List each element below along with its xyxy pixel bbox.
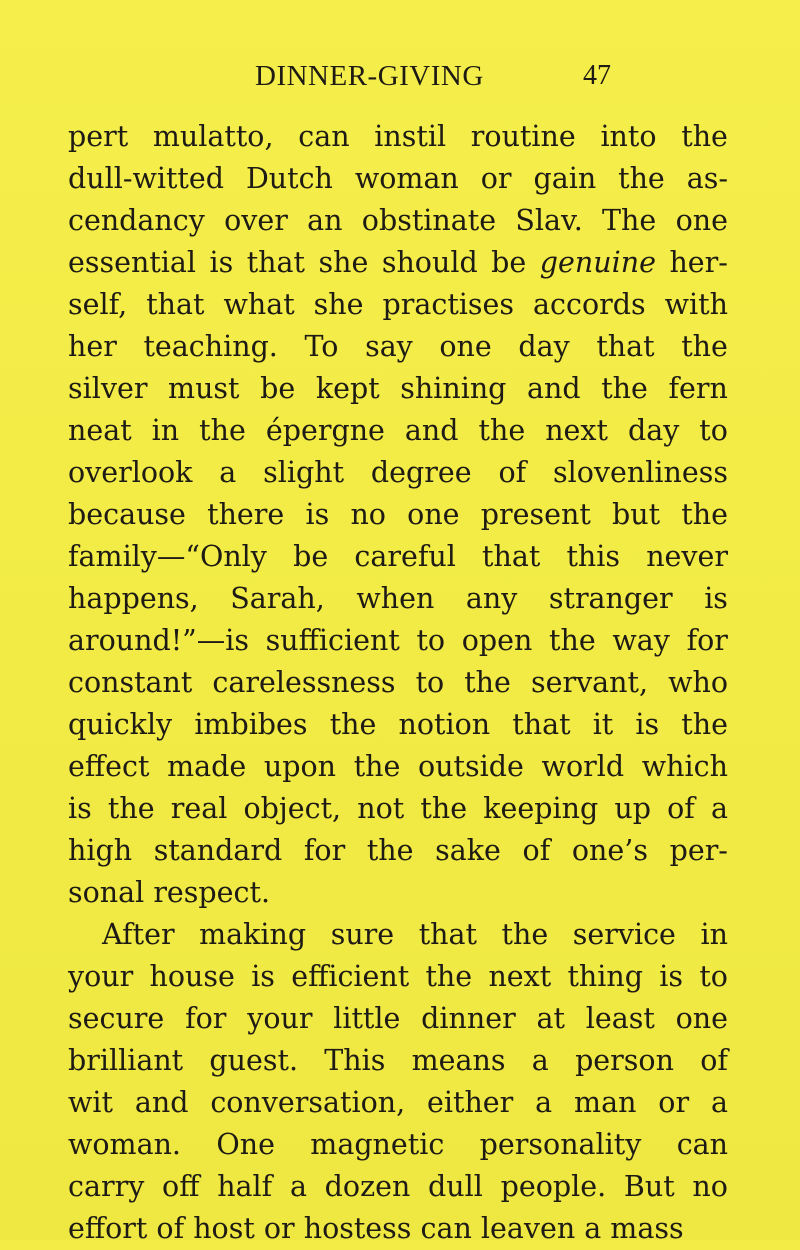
word: quickly — [68, 708, 173, 741]
text-line — [68, 578, 728, 620]
word: To — [304, 330, 339, 363]
word: of — [498, 456, 527, 489]
word: woman. — [68, 1128, 181, 1161]
word: this — [566, 540, 621, 573]
word: one — [439, 330, 492, 363]
word: way — [612, 624, 670, 657]
word: can — [298, 120, 350, 153]
word: making — [199, 918, 307, 951]
word: for — [185, 1002, 227, 1035]
word: of — [700, 1044, 728, 1077]
word: wit — [68, 1086, 113, 1119]
word: can — [420, 1212, 472, 1245]
word: cendancy — [68, 204, 205, 237]
word: leaven — [480, 1212, 576, 1245]
text-line — [68, 746, 728, 788]
word: one — [675, 1002, 728, 1035]
word: or — [480, 162, 512, 195]
word: day — [627, 414, 680, 447]
word: stranger — [548, 582, 673, 615]
word: dull — [428, 1170, 483, 1203]
word: is — [251, 960, 275, 993]
word: is — [635, 708, 660, 741]
word: the — [366, 834, 414, 867]
word: half — [217, 1170, 273, 1203]
word: an — [307, 204, 343, 237]
word: to — [416, 624, 446, 657]
text-line — [68, 494, 728, 536]
word: kept — [315, 372, 380, 405]
word: sufficient — [265, 624, 400, 657]
word: the — [681, 498, 728, 531]
word: carry — [68, 1170, 145, 1203]
word: Dutch — [245, 162, 333, 195]
text-line — [68, 242, 728, 284]
word: essential — [68, 246, 197, 279]
word: object, — [243, 792, 342, 825]
text-line — [68, 788, 728, 830]
word: real — [170, 792, 228, 825]
text-line — [68, 830, 728, 872]
word: one’s — [571, 834, 648, 867]
word: her — [68, 330, 117, 363]
word: imbibes — [194, 708, 308, 741]
word: the — [681, 120, 728, 153]
word: off — [162, 1170, 200, 1203]
word: magnetic — [310, 1128, 445, 1161]
word: or — [658, 1086, 690, 1119]
word: any — [465, 582, 518, 615]
word: what — [223, 288, 295, 321]
word: one — [407, 498, 460, 531]
word: the — [199, 414, 246, 447]
word: and — [527, 372, 581, 405]
word: slight — [263, 456, 345, 489]
word: is — [68, 792, 92, 825]
word: person — [575, 1044, 674, 1077]
body-text — [68, 116, 728, 1245]
text-line — [68, 284, 728, 326]
word: efficient — [291, 960, 410, 993]
word: the — [681, 330, 728, 363]
word: over — [224, 204, 288, 237]
word: the — [420, 792, 468, 825]
word: there — [207, 498, 285, 531]
text-line — [68, 1208, 728, 1250]
word: obstinate — [361, 204, 497, 237]
word: guest. — [209, 1044, 299, 1077]
word: because — [68, 498, 186, 531]
word: means — [411, 1044, 506, 1077]
word: she — [318, 246, 369, 279]
word: say — [365, 330, 413, 363]
word: personality — [479, 1128, 642, 1161]
word: a — [584, 1212, 602, 1245]
word: dinner — [421, 1002, 516, 1035]
word: sake — [435, 834, 501, 867]
word: genuine — [539, 246, 656, 279]
word: is — [305, 498, 330, 531]
word: in — [700, 918, 728, 951]
word: a — [535, 1086, 553, 1119]
word: at — [536, 1002, 565, 1035]
word: keeping — [483, 792, 599, 825]
word: when — [356, 582, 435, 615]
word: fern — [668, 372, 728, 405]
word: family—“Only — [68, 540, 267, 573]
word: One — [216, 1128, 275, 1161]
word: least — [585, 1002, 655, 1035]
word: the — [601, 372, 648, 405]
word: woman — [354, 162, 459, 195]
text-line — [68, 956, 728, 998]
word: should — [381, 246, 478, 279]
word: Slav. — [515, 204, 583, 237]
word: for — [303, 834, 346, 867]
text-line — [68, 662, 728, 704]
word: practises — [382, 288, 515, 321]
word: the — [464, 666, 511, 699]
word: to — [699, 960, 728, 993]
text-line — [68, 872, 728, 914]
word: it — [592, 708, 614, 741]
word: that — [146, 288, 205, 321]
word: around!”—is — [68, 624, 249, 657]
text-line — [68, 326, 728, 368]
word: servant, — [530, 666, 649, 699]
text-line — [68, 704, 728, 746]
word: to — [415, 666, 445, 699]
word: is — [659, 960, 684, 993]
word: But — [623, 1170, 675, 1203]
word: host — [193, 1212, 255, 1245]
word: and — [134, 1086, 189, 1119]
word: degree — [370, 456, 472, 489]
text-line — [68, 368, 728, 410]
word: constant — [68, 666, 193, 699]
word: your — [247, 1002, 313, 1035]
word: mulatto, — [152, 120, 274, 153]
word: that — [418, 918, 477, 951]
word: never — [646, 540, 728, 573]
word: open — [461, 624, 533, 657]
word: either — [427, 1086, 514, 1119]
word: world — [541, 750, 625, 783]
word: neat — [68, 414, 132, 447]
word: the — [353, 750, 401, 783]
text-line — [68, 116, 728, 158]
word: no — [350, 498, 386, 531]
word: be — [293, 540, 329, 573]
word: that — [512, 708, 571, 741]
word: for — [686, 624, 728, 657]
text-line — [68, 410, 728, 452]
word: present — [480, 498, 591, 531]
word: be — [491, 246, 527, 279]
word: a — [219, 456, 237, 489]
word: or — [263, 1212, 295, 1245]
word: that — [482, 540, 541, 573]
word: secure — [68, 1002, 165, 1035]
word: sure — [330, 918, 395, 951]
text-line — [68, 1124, 728, 1166]
word: effort — [68, 1212, 148, 1245]
word: as- — [686, 162, 728, 195]
word: the — [107, 792, 155, 825]
word: not — [357, 792, 405, 825]
word: routine — [470, 120, 576, 153]
word: the — [478, 414, 526, 447]
word: Sarah, — [230, 582, 325, 615]
text-line — [68, 452, 728, 494]
word: which — [641, 750, 728, 783]
word: house — [149, 960, 235, 993]
word: is — [704, 582, 728, 615]
word: next — [488, 960, 552, 993]
word: who — [668, 666, 728, 699]
word: people. — [500, 1170, 607, 1203]
text-line — [68, 536, 728, 578]
word: the — [425, 960, 473, 993]
word: respect. — [153, 876, 271, 909]
word: service — [572, 918, 676, 951]
word: sonal — [68, 876, 145, 909]
word: to — [699, 414, 728, 447]
text-line — [68, 620, 728, 662]
text-line — [68, 200, 728, 242]
text-line — [68, 1040, 728, 1082]
word: instil — [374, 120, 447, 153]
word: slovenliness — [553, 456, 728, 489]
word: made — [167, 750, 247, 783]
word: of — [667, 792, 695, 825]
word: conversation, — [210, 1086, 406, 1119]
word: into — [600, 120, 657, 153]
word: in — [151, 414, 180, 447]
word: After — [102, 918, 175, 951]
word: she — [313, 288, 364, 321]
word: a — [531, 1044, 549, 1077]
word: that — [246, 246, 305, 279]
word: that — [596, 330, 655, 363]
word: with — [664, 288, 728, 321]
word: little — [333, 1002, 401, 1035]
word: must — [168, 372, 240, 405]
word: next — [545, 414, 608, 447]
word: high — [68, 834, 133, 867]
word: careful — [354, 540, 456, 573]
word: accords — [533, 288, 646, 321]
word: thing — [567, 960, 644, 993]
text-line — [68, 1082, 728, 1124]
word: her- — [669, 246, 728, 279]
word: overlook — [68, 456, 193, 489]
page-number: 47 — [583, 60, 611, 91]
word: the — [329, 708, 377, 741]
word: pert — [68, 120, 129, 153]
word: The — [602, 204, 657, 237]
text-line — [68, 914, 728, 956]
word: the — [501, 918, 549, 951]
text-line — [68, 158, 728, 200]
word: dull-witted — [68, 162, 224, 195]
word: the — [618, 162, 665, 195]
word: This — [324, 1044, 386, 1077]
word: up — [614, 792, 651, 825]
word: man — [574, 1086, 637, 1119]
word: be — [260, 372, 296, 405]
word: but — [612, 498, 661, 531]
word: mass — [610, 1212, 684, 1245]
word: standard — [153, 834, 283, 867]
text-line — [68, 1166, 728, 1208]
word: shining — [400, 372, 507, 405]
word: hostess — [303, 1212, 412, 1245]
word: brilliant — [68, 1044, 184, 1077]
word: self, — [68, 288, 128, 321]
word: can — [676, 1128, 728, 1161]
word: one — [675, 204, 728, 237]
word: effect — [68, 750, 150, 783]
word: of — [156, 1212, 185, 1245]
word: happens, — [68, 582, 199, 615]
word: a — [289, 1170, 307, 1203]
word: your — [68, 960, 134, 993]
word: the — [549, 624, 596, 657]
word: silver — [68, 372, 148, 405]
word: teaching. — [143, 330, 278, 363]
word: and — [404, 414, 459, 447]
page-header — [0, 56, 800, 96]
word: the — [681, 708, 728, 741]
word: a — [711, 792, 728, 825]
word: épergne — [265, 414, 385, 447]
word: of — [522, 834, 551, 867]
word: per- — [669, 834, 728, 867]
word: upon — [263, 750, 337, 783]
word: gain — [533, 162, 597, 195]
word: notion — [398, 708, 491, 741]
word: dozen — [324, 1170, 411, 1203]
running-head: DINNER-GIVING — [255, 60, 484, 92]
word: no — [692, 1170, 728, 1203]
word: a — [710, 1086, 728, 1119]
word: is — [209, 246, 234, 279]
word: outside — [418, 750, 524, 783]
word: carelessness — [212, 666, 396, 699]
word: day — [518, 330, 570, 363]
text-line — [68, 998, 728, 1040]
